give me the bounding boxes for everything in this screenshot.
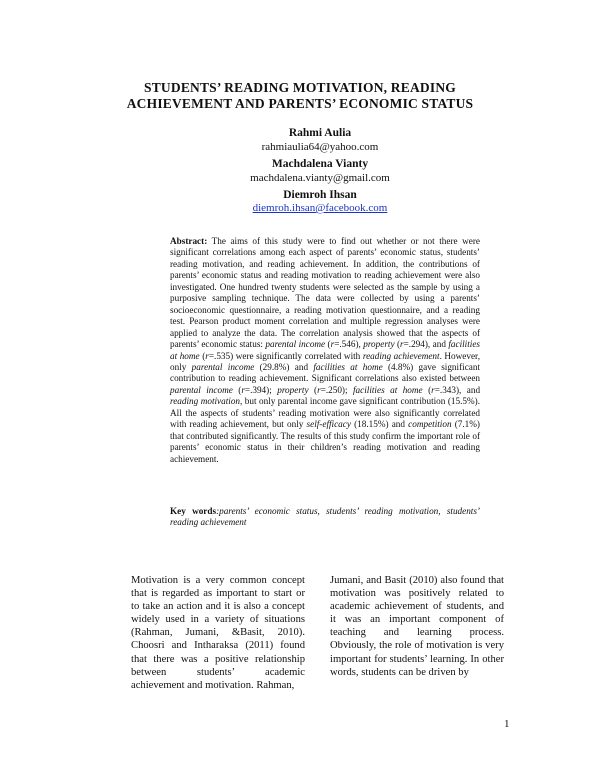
abstract-italic-term: facilities at home bbox=[170, 339, 480, 361]
abstract-body bbox=[170, 236, 480, 464]
abstract-text: (4.8%) gave significant contribution to reading achievement. Significant correlations also existed between bbox=[170, 361, 480, 384]
abstract-text: =.250); bbox=[320, 384, 353, 395]
abstract-italic-term: property bbox=[363, 339, 395, 350]
abstract-text: =.294), and bbox=[403, 339, 449, 350]
keywords-text: :parents’ economic status, students’ reading motivation, students’ reading achievement bbox=[170, 506, 480, 528]
abstract-text: (18.15%) and bbox=[350, 419, 409, 430]
author-email-2: machdalena.vianty@gmail.com bbox=[250, 172, 390, 184]
abstract-text: ( bbox=[394, 339, 401, 350]
abstract-italic-term: r bbox=[241, 384, 245, 395]
abstract bbox=[170, 236, 480, 465]
abstract-text: , but only parental income gave significant contribution (15.5%). All the aspects of students’ reading motivation were also significantly correlated with reading achievement, but only bbox=[170, 396, 480, 430]
abstract-italic-term: property bbox=[277, 384, 309, 395]
author-name-1: Rahmi Aulia bbox=[288, 127, 352, 139]
body-column-left: Motivation is a very common concept that is regarded as important to start or to take an action and it is also a concept widely used in a variety of situations (Rahman, Jumani, &Basit, 2010). Choosri and Intharaksa (2011) found that there was a positive relationship between students’ academic achievement and motivation. Rahman, bbox=[131, 575, 305, 691]
author-email-1: rahmiaulia64@yahoo.com bbox=[261, 141, 379, 153]
abstract-text: =.546), bbox=[334, 339, 364, 350]
abstract-italic-term: r bbox=[205, 350, 209, 361]
abstract-text: ( bbox=[199, 350, 206, 361]
keywords-label: Key words bbox=[170, 506, 217, 516]
body-column-right: Jumani, and Basit (2010) also found that motivation was positively related to academic achievement of students, and it was an important component of teaching and learning process. Obviously, the role of motivation is very important for students’ learning. In other words, students can be driven by bbox=[330, 575, 504, 678]
abstract-text: =.343), and bbox=[434, 384, 481, 395]
abstract-italic-term: r bbox=[431, 384, 435, 395]
abstract-italic-term: facilities at home bbox=[353, 384, 423, 395]
abstract-text: =.535) were significantly correlated with bbox=[208, 350, 363, 361]
author-name-3: Diemroh Ihsan bbox=[283, 189, 357, 201]
abstract-text: ( bbox=[422, 384, 432, 395]
abstract-italic-term: parental income bbox=[191, 361, 255, 372]
abstract-text: . However, only bbox=[170, 350, 481, 372]
author-name-2: Machdalena Vianty bbox=[271, 158, 369, 170]
keywords bbox=[170, 506, 480, 529]
abstract-italic-term: parental income bbox=[170, 384, 233, 395]
abstract-italic-term: r bbox=[330, 339, 335, 350]
author-email-3-wrap bbox=[0, 202, 600, 214]
abstract-italic-term: parental income bbox=[265, 339, 326, 350]
title-line-1: STUDENTS’ READING MOTIVATION, READING bbox=[144, 80, 456, 95]
abstract-italic-term: facilities at home bbox=[313, 361, 383, 372]
page-number: 1 bbox=[504, 718, 510, 730]
abstract-text: ( bbox=[308, 384, 318, 395]
paper-title bbox=[60, 80, 540, 112]
title-line-2: ACHIEVEMENT AND PARENTS’ ECONOMIC STATUS bbox=[126, 96, 474, 111]
abstract-italic-term: r bbox=[400, 339, 404, 350]
abstract-italic-term: self-efficacy bbox=[306, 419, 351, 430]
author-email-link-3[interactable]: diemroh.ihsan@facebook.com bbox=[252, 202, 388, 214]
abstract-text: ( bbox=[232, 384, 242, 395]
abstract-text: (7.1%) that contributed significantly. The results of this study confirm the important role of parents’ economic status in their children’s reading motivation and reading achievement. bbox=[170, 419, 480, 464]
abstract-italic-term: competition bbox=[408, 419, 452, 430]
abstract-text: (29.8%) and bbox=[254, 361, 314, 372]
abstract-text: =.394); bbox=[244, 384, 278, 395]
abstract-text: The aims of this study were to find out whether or not there were significant correlations among each aspect of parents’ economic status, students’ reading motivation, and reading achievement. In addition, the contributions of parents’ economic status and reading motivation to reading achievement were also investigated. One hundred twenty students were selected as the sample by using a purposive sampling technique. The data were collected by using a parents’ socioeconomic questionnaire, a reading motivation questionnaire, and a reading test. Pearson product moment correlation and multiple regression analyses were applied to analyze the data. The correlation analysis showed that the aspects of parents’ economic status: bbox=[170, 236, 480, 350]
abstract-label: Abstract: bbox=[170, 236, 208, 246]
abstract-italic-term: r bbox=[317, 384, 321, 395]
abstract-italic-term: reading achievement bbox=[362, 350, 440, 361]
abstract-text: ( bbox=[325, 339, 331, 350]
abstract-italic-term: reading motivation bbox=[170, 396, 241, 407]
